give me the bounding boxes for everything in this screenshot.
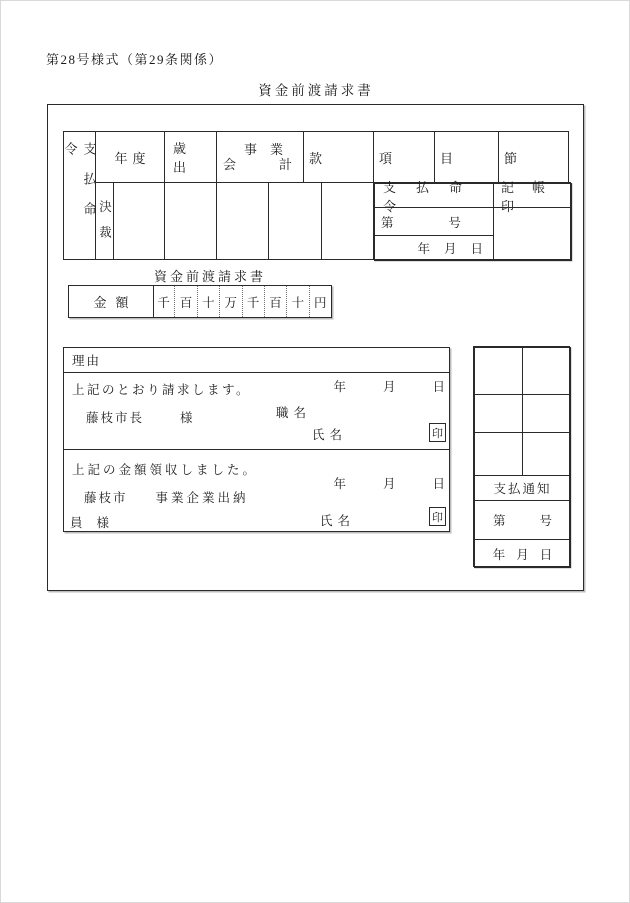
request-date-day-label: 日	[432, 380, 445, 394]
notice-stamp-cell	[522, 347, 571, 395]
notice-stamp-cell	[522, 394, 571, 433]
seal-stamp-box: 印	[429, 423, 446, 442]
notice-date-year-label: 年	[492, 547, 506, 562]
notice-number-prefix: 第	[492, 514, 506, 528]
honorific-label: 様	[180, 411, 193, 425]
amount-unit-cell: 十	[197, 286, 219, 317]
column-header-fiscal-year: 年度	[95, 131, 165, 183]
amount-unit-cell: 千	[157, 295, 170, 310]
receipt-date-year-label: 年	[333, 477, 346, 491]
approval-label: 決裁	[97, 199, 112, 251]
column-header-setsu: 節	[498, 131, 569, 183]
reason-header: 理由	[64, 348, 449, 373]
form-subtitle: 資金前渡請求書	[154, 269, 267, 284]
notice-date-month-label: 月	[516, 547, 529, 562]
post-label: 職名	[276, 406, 312, 420]
column-header-ko: 項	[373, 131, 435, 183]
order-date-month-label: 月	[443, 242, 457, 256]
receipt-statement: 上記の金額領収しました。	[72, 463, 259, 477]
column-header-business-account	[216, 131, 304, 183]
amount-unit-cell: 百	[174, 286, 196, 317]
amount-unit-cell: 千	[242, 286, 264, 317]
receipt-date-day-label: 日	[432, 477, 445, 491]
role-label: 事業企業出納	[155, 491, 249, 505]
approval-stamp-cell	[216, 182, 269, 260]
request-addressee-line	[86, 408, 193, 426]
amount-unit-cell: 百	[264, 286, 286, 317]
city-label: 藤枝市	[84, 491, 128, 505]
notice-stamp-cell	[474, 347, 523, 395]
payment-command-side-cell	[63, 131, 96, 260]
honorific-label: 様	[96, 516, 110, 530]
name-label: 氏名	[312, 428, 348, 442]
payment-notice-box	[473, 346, 570, 567]
request-date-month-label: 月	[382, 380, 396, 394]
payment-order-box	[373, 179, 571, 260]
column-header-expenditure: 歳出	[164, 131, 217, 183]
notice-stamp-cell	[474, 394, 523, 433]
receipt-date-row	[333, 474, 445, 492]
amount-table	[68, 285, 332, 318]
receipt-date-month-label: 月	[382, 477, 396, 491]
business-account-top-label: 事業	[243, 142, 296, 157]
role-member-label: 員	[70, 516, 83, 530]
receipt-addressee-line	[84, 488, 249, 506]
business-account-bottom-right-label: 計	[278, 157, 292, 172]
payment-notice-label: 支払通知	[474, 475, 571, 501]
notice-stamp-cell	[474, 432, 523, 476]
order-number-cell	[374, 207, 494, 236]
column-header-kan: 款	[303, 131, 374, 183]
ledger-stamp-cell	[493, 207, 572, 261]
column-header-moku: 目	[434, 131, 499, 183]
order-date-day-label: 日	[470, 242, 483, 256]
receipt-addressee-line2	[70, 513, 109, 531]
notice-number-suffix: 号	[539, 514, 553, 528]
order-number-suffix: 号	[448, 215, 461, 230]
amount-unit-cell: 円	[309, 286, 331, 317]
notice-stamp-cell	[522, 432, 571, 476]
order-number-prefix: 第	[381, 215, 394, 230]
request-statement: 上記のとおり請求します。	[72, 383, 252, 397]
payment-command-side-label: 支払命令	[62, 142, 97, 232]
seal-stamp-box: 印	[429, 507, 446, 526]
notice-number-row	[474, 500, 571, 540]
notice-date-row	[474, 539, 571, 568]
request-date-year-label: 年	[333, 380, 346, 394]
amount-label: 金額	[69, 286, 154, 317]
approval-stamp-cell	[321, 182, 374, 260]
request-date-row	[333, 377, 445, 395]
request-section	[64, 372, 449, 450]
receipt-section	[64, 449, 449, 533]
payment-command-table	[63, 131, 571, 260]
name-label: 氏名	[320, 514, 356, 528]
mayor-label: 藤枝市長	[86, 411, 145, 425]
business-account-bottom-left-label: 会	[223, 157, 237, 172]
amount-unit-cell: 万	[219, 286, 241, 317]
ledger-stamp-header: 記帳印	[493, 183, 572, 208]
payment-order-header: 支払命令	[374, 183, 494, 208]
reason-box	[63, 347, 450, 532]
approval-stamp-cell	[113, 182, 165, 260]
approval-stamp-cell	[164, 182, 217, 260]
document-title: 資金前渡請求書	[258, 83, 374, 98]
form-number-label: 第28号様式（第29条関係）	[46, 52, 224, 67]
notice-date-day-label: 日	[539, 547, 553, 562]
order-date-year-label: 年	[417, 242, 430, 256]
approval-stamp-cell	[268, 182, 322, 260]
amount-digit-columns	[153, 286, 331, 317]
amount-unit-cell: 十	[286, 286, 308, 317]
order-date-cell	[374, 235, 494, 261]
approval-header-cell	[95, 182, 114, 260]
